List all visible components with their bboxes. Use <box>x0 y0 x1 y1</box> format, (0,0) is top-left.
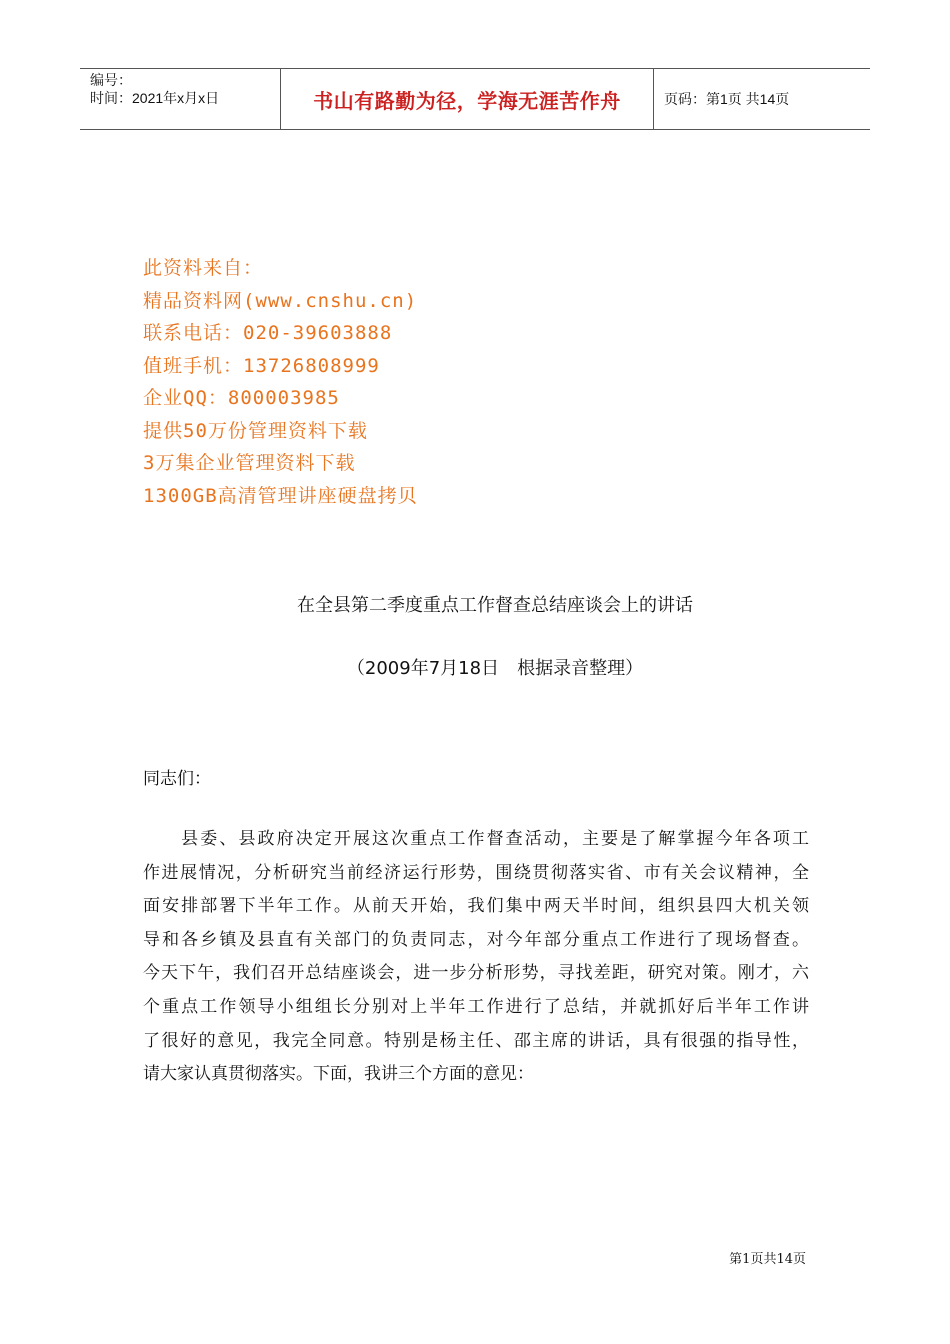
footer-page-number: 第1页共14页 <box>729 1252 806 1267</box>
source-info-block <box>143 252 418 512</box>
paragraph-line: 请大家认真贯彻落实。下面，我讲三个方面的意见： <box>143 1064 534 1085</box>
paragraph-line: 今天下午，我们召开总结座谈会，进一步分析形势，寻找差距，研究对策。刚才，六 <box>143 963 809 984</box>
paragraph-line: 了很好的意见，我完全同意。特别是杨主任、邵主席的讲话，具有很强的指导性， <box>143 1030 809 1051</box>
page-header <box>80 68 870 130</box>
paragraph-line: 个重点工作领导小组组长分别对上半年工作进行了总结，并就抓好后半年工作讲 <box>143 996 809 1017</box>
paragraph-line: 县委、县政府决定开展这次重点工作督查活动，主要是了解掌握今年各项工 <box>143 829 809 849</box>
ad-line: 此资料来自： <box>143 257 264 279</box>
ad-line: 3万集企业管理资料下载 <box>143 452 356 474</box>
ad-line: 提供50万份管理资料下载 <box>143 419 368 442</box>
document-subtitle: （2009年7月18日 根据录音整理） <box>346 658 644 679</box>
date-text: 时间：2021年x月x日 <box>90 90 220 106</box>
header-meta <box>80 69 281 129</box>
salutation: 同志们： <box>143 769 211 789</box>
ad-line: 精品资料网(www.cnshu.cn) <box>143 289 418 312</box>
document-title: 在全县第二季度重点工作督查总结座谈会上的讲话 <box>297 595 693 616</box>
ad-line: 联系电话：020-39603888 <box>143 322 393 344</box>
body-paragraph <box>143 823 809 1092</box>
paragraph-line: 作进展情况，分析研究当前经济运行形势，围绕贯彻落实省、市有关会议精神，全 <box>143 862 809 883</box>
ad-line: 1300GB高清管理讲座硬盘拷贝 <box>143 484 418 507</box>
serial-number-label: 编号： <box>90 72 132 88</box>
paragraph-line: 面安排部署下半年工作。从前天开始，我们集中两天半时间，组织县四大机关领 <box>143 896 809 917</box>
header-motto: 书山有路勤为径，学海无涯苦作舟 <box>281 69 654 129</box>
paragraph-line: 导和各乡镇及县直有关部门的负责同志，对今年部分重点工作进行了现场督查。 <box>143 929 809 950</box>
ad-line: 企业QQ：800003985 <box>143 387 340 409</box>
ad-line: 值班手机：13726808999 <box>143 354 380 377</box>
header-page-number: 页码：第1页 共14页 <box>664 91 790 107</box>
